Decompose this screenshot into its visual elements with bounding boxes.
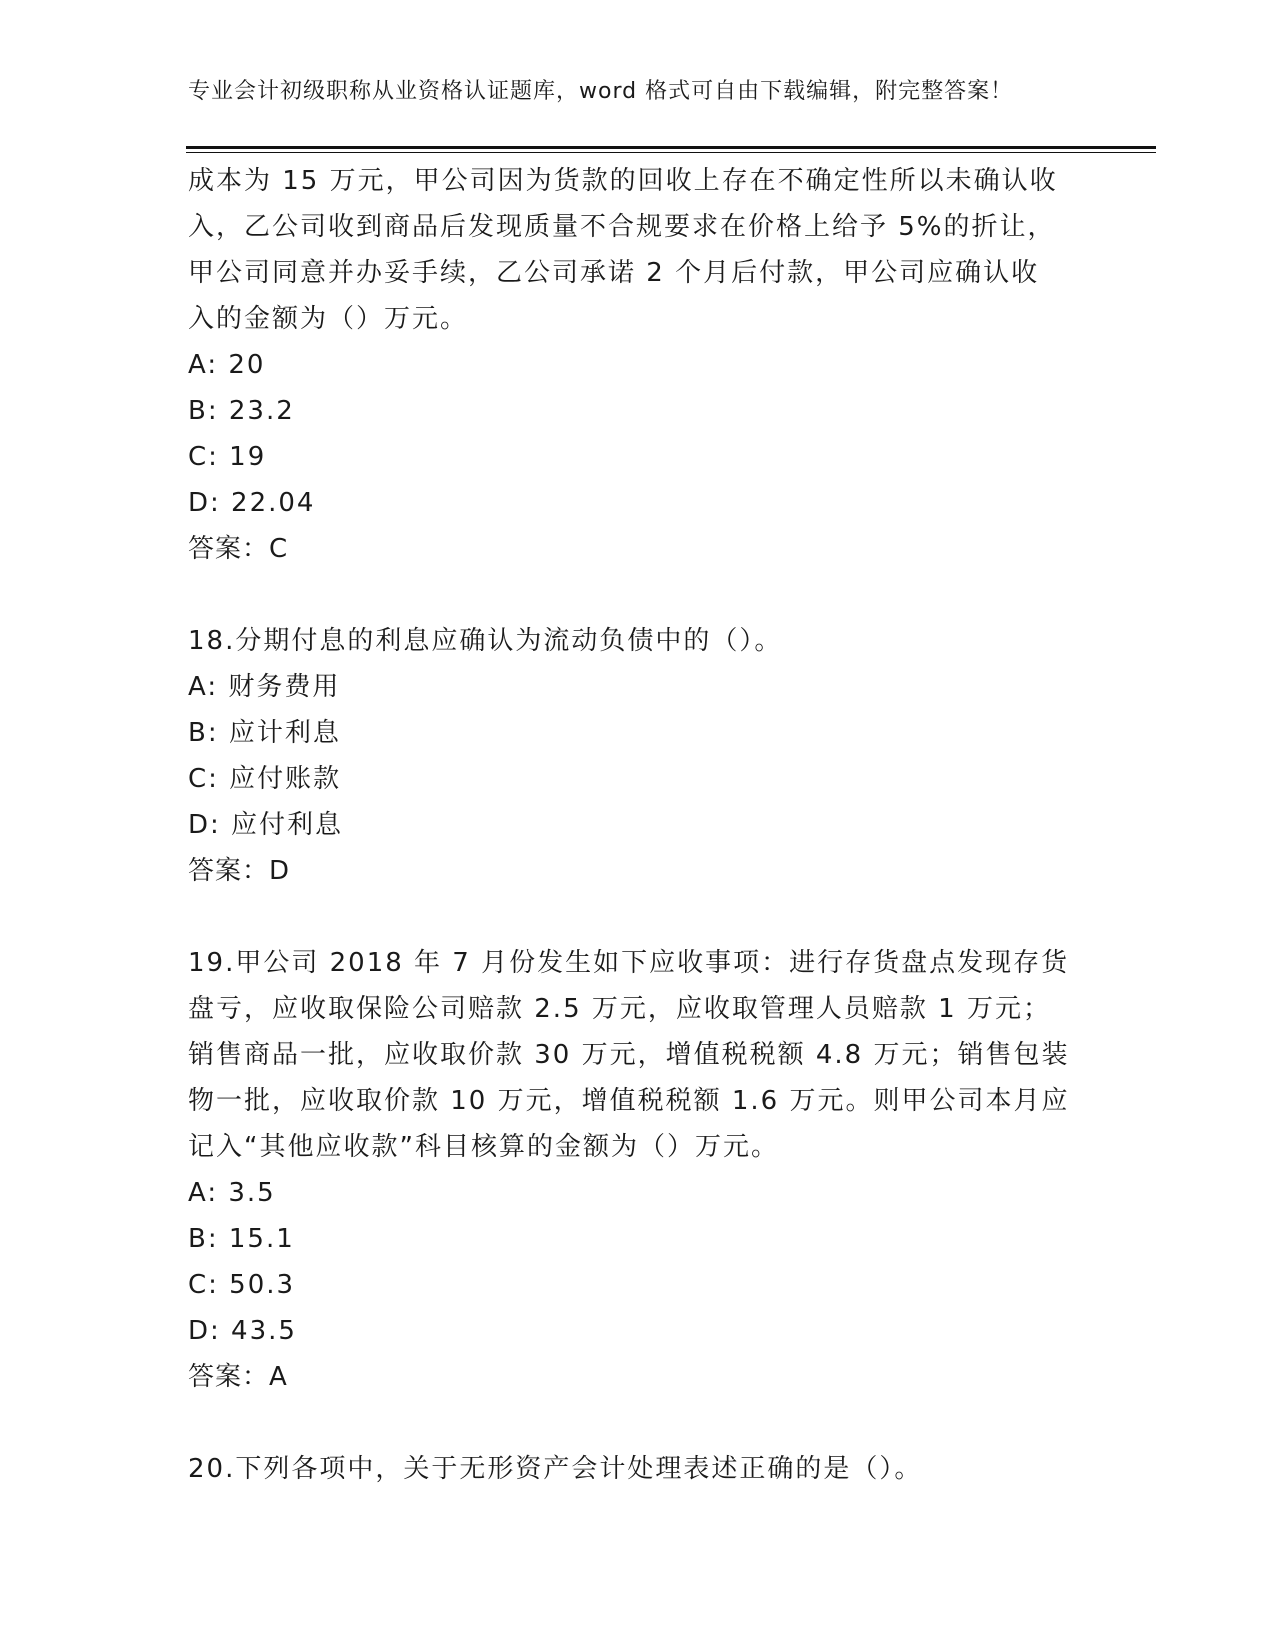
option-c: C: 19 xyxy=(188,442,267,472)
question-stem-line: 20.下列各项中，关于无形资产会计处理表述正确的是（）。 xyxy=(188,1454,923,1484)
answer-line: 答案：D xyxy=(188,856,291,886)
question-stem-line: 甲公司同意并办妥手续，乙公司承诺 2 个月后付款，甲公司应确认收 xyxy=(188,258,1040,288)
question-stem-line: 成本为 15 万元，甲公司因为货款的回收上存在不确定性所以未确认收 xyxy=(188,166,1058,196)
question-20 xyxy=(188,1446,1088,1492)
option-d: D: 22.04 xyxy=(188,488,316,518)
option-b: B: 应计利息 xyxy=(188,718,341,748)
option-b: B: 23.2 xyxy=(188,396,295,426)
question-stem-line: 18.分期付息的利息应确认为流动负债中的（）。 xyxy=(188,626,783,656)
question-stem-line: 入，乙公司收到商品后发现质量不合规要求在价格上给予 5%的折让， xyxy=(188,212,1056,242)
question-17 xyxy=(188,158,1088,572)
option-d: D: 43.5 xyxy=(188,1316,297,1346)
spacer xyxy=(188,572,1088,618)
option-c: C: 50.3 xyxy=(188,1270,296,1300)
question-stem-line: 盘亏，应收取保险公司赔款 2.5 万元，应收取管理人员赔款 1 万元； xyxy=(188,994,1051,1024)
question-stem-line: 物一批，应收取价款 10 万元，增值税税额 1.6 万元。则甲公司本月应 xyxy=(188,1086,1070,1116)
question-stem-line: 入的金额为（）万元。 xyxy=(188,304,469,334)
page-header: 专业会计初级职称从业资格认证题库，word 格式可自由下载编辑，附完整答案！ xyxy=(188,79,1014,104)
option-c: C: 应付账款 xyxy=(188,764,342,794)
answer-line: 答案：C xyxy=(188,534,289,564)
question-stem-line: 记入“其他应收款”科目核算的金额为（）万元。 xyxy=(188,1132,779,1162)
option-d: D: 应付利息 xyxy=(188,810,344,840)
header-rule-thick xyxy=(186,146,1156,149)
question-19 xyxy=(188,940,1088,1400)
option-a: A: 3.5 xyxy=(188,1178,276,1208)
header-rule-thin xyxy=(186,152,1156,153)
spacer xyxy=(188,894,1088,940)
option-b: B: 15.1 xyxy=(188,1224,295,1254)
answer-line: 答案：A xyxy=(188,1362,288,1392)
spacer xyxy=(188,1400,1088,1446)
question-18 xyxy=(188,618,1088,894)
question-stem-line: 19.甲公司 2018 年 7 月份发生如下应收事项：进行存货盘点发现存货 xyxy=(188,948,1070,978)
question-content xyxy=(188,158,1088,1492)
option-a: A: 财务费用 xyxy=(188,672,341,702)
question-stem-line: 销售商品一批，应收取价款 30 万元，增值税税额 4.8 万元；销售包装 xyxy=(188,1040,1070,1070)
option-a: A: 20 xyxy=(188,350,266,380)
